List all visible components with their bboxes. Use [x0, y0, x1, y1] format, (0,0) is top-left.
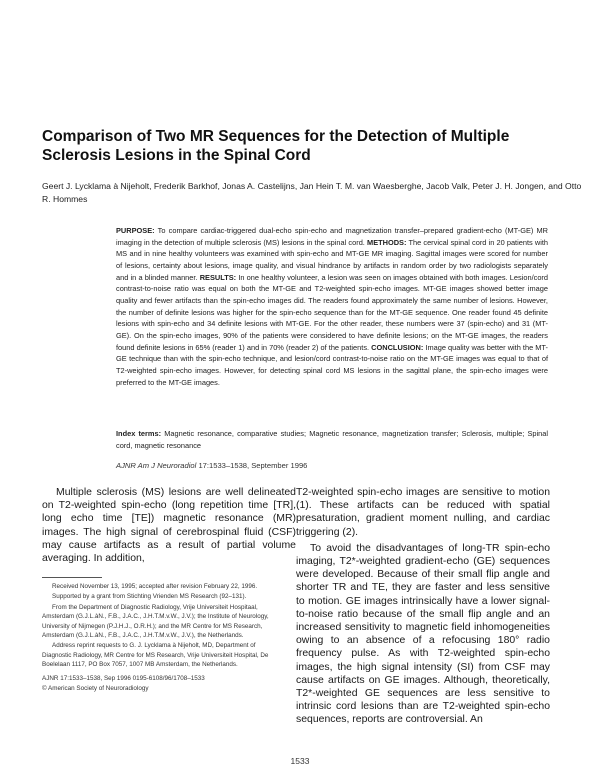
- body-paragraph: Multiple sclerosis (MS) lesions are well delineated on T2-weighted spin-echo (long repetition time [TR], long echo time [TE]) magnetic resonance (MR) images. The high signal of cerebrospinal fluid (CSF) may cause artifacts as a result of partial volume averaging. In addition,: [42, 487, 296, 565]
- abstract-conclusion-label: CONCLUSION:: [371, 342, 424, 352]
- body-column-left: [42, 486, 296, 565]
- abstract-methods-label: METHODS:: [367, 237, 407, 247]
- footnote-received: Received November 13, 1995; accepted after revision February 22, 1996.: [52, 583, 258, 590]
- journal-name: AJNR Am J Neuroradiol: [116, 461, 197, 470]
- author-list: Geert J. Lycklama à Nijeholt, Frederik Barkhof, Jonas A. Castelijns, Jan Hein T. M. van Waesberghe, Jacob Valk, Peter J. H. Jongen, and Otto R. Hommes: [42, 181, 582, 204]
- abstract-results-label: RESULTS:: [199, 272, 237, 282]
- footnote-divider: [42, 577, 102, 578]
- index-terms-label: Index terms:: [116, 429, 162, 438]
- footnote-affiliations: From the Department of Diagnostic Radiology, Vrije Universiteit Hospitaal, Amsterdam (G.J.L.àN., F.B., J.A.C., J.H.T.M.v.W., J.V.); the Institute of Neurology, University of Nijmegen (P.J.H.J., O.R.H.); and the MR Centre for MS Research, Amsterdam (G.J.L.àN., F.B., J.A.C., J.H.T.M.v.W., J.V.), the Netherlands.: [42, 603, 269, 640]
- page-number: 1533: [290, 756, 310, 766]
- footnote-ajnr: AJNR 17:1533–1538, Sep 1996 0195-6108/96/1708–1533: [42, 674, 205, 682]
- body-paragraph: To avoid the disadvantages of long-TR spin-echo imaging, T2*-weighted gradient-echo (GE) sequences were developed. Because of their small flip angle and shorter TR and TE, they are faster and less sensitive to motion. GE images intrinsically have a lower signal-to-noise ratio because of the small flip angle and an increased sensitivity to magnetic field inhomogeneities owing to an absence of a refocusing 180° radio frequency pulse. As with T2-weighted spin-echo images, the high signal intensity (SI) from CSF may cause artifacts on GE images. Although, theoretically, T2*-weighted GE sequences are less sensitive to intrinsic cord lesions than are T2-weighted spin-echo sequences, reports are controversial. An: [296, 542, 550, 726]
- footnotes: [42, 582, 282, 694]
- abstract-conclusion: Image quality was better with the MT-GE technique than with the spin-echo technique, and lesion/cord contrast-to-noise ratio on the MT-GE images was equal to that of T2-weighted spin-echo images. However, for detecting spinal cord MS lesions in the sagittal plane, the spin-echo images were preferred to the MT-GE images.: [116, 342, 548, 387]
- abstract-methods: The cervical spinal cord in 20 patients with MS and in nine healthy volunteers was examined with spin-echo and MT-GE MR imaging. Sagittal images were scored for number of lesions, certainty about lesions, image quality, and visual hindrance by artifacts in random order by two radiologists separately and in a blinded manner.: [116, 237, 549, 282]
- abstract-results: In one healthy volunteer, a lesion was seen on images obtained with both images. Lesion/cord contrast-to-noise ratio was equal on both the MT-GE and T2-weighted spin-echo images. MT-GE images showed better image quality and fewer artifacts than the spin-echo images did. The readers found approximately the same number of lesions. However, the number of definite lesions was higher for the spin-echo sequence than for the MT-GE sequence. One reader found 45 definite lesions with spin-echo and 34 definite lesions with MT-GE. For the other reader, these numbers were 37 (spin-echo) and 31 (MT-GE). On the spin-echo images, 90% of the patients were considered to have definite lesions; on the MT-GE images, the readers found definite lesions in 65% (reader 1) and in 70% (reader 2) of the patients.: [116, 272, 549, 352]
- abstract-purpose-label: PURPOSE:: [116, 226, 155, 235]
- body-paragraph: T2-weighted spin-echo images are sensitive to motion (1). These artifacts can be reduced with spatial presaturation, gradient moment nulling, and cardiac triggering (2).: [296, 487, 550, 538]
- abstract: [116, 225, 548, 388]
- citation-details: 17:1533–1538, September 1996: [198, 461, 308, 470]
- body-column-right: [296, 486, 550, 727]
- index-terms: [116, 428, 548, 451]
- index-terms-text: Magnetic resonance, comparative studies; Magnetic resonance, magnetization transfer; Sclerosis, multiple; Spinal cord, magnetic resonance: [116, 429, 549, 450]
- article-title: Comparison of Two MR Sequences for the Detection of Multiple Sclerosis Lesions in the Spinal Cord: [42, 128, 510, 164]
- footnote-support: Supported by a grant from Stichting Vrienden MS Research (92–131).: [52, 593, 247, 601]
- journal-citation: [116, 460, 548, 472]
- footnote-copyright: © American Society of Neuroradiology: [42, 685, 149, 693]
- abstract-purpose: To compare cardiac-triggered dual-echo spin-echo and magnetization transfer–prepared gradient-echo (MT-GE) MR imaging in the detection of multiple sclerosis (MS) lesions in the spinal cord.: [116, 226, 548, 247]
- footnote-reprints: Address reprint requests to G. J. Lycklama à Nijeholt, MD, Department of Diagnostic Radiology, MR Centre for MS Research, Vrije Universiteit Hospital, De Boelelaan 1117, PO Box 7057, 1007 MB Amsterdam, the Netherlands.: [42, 642, 269, 669]
